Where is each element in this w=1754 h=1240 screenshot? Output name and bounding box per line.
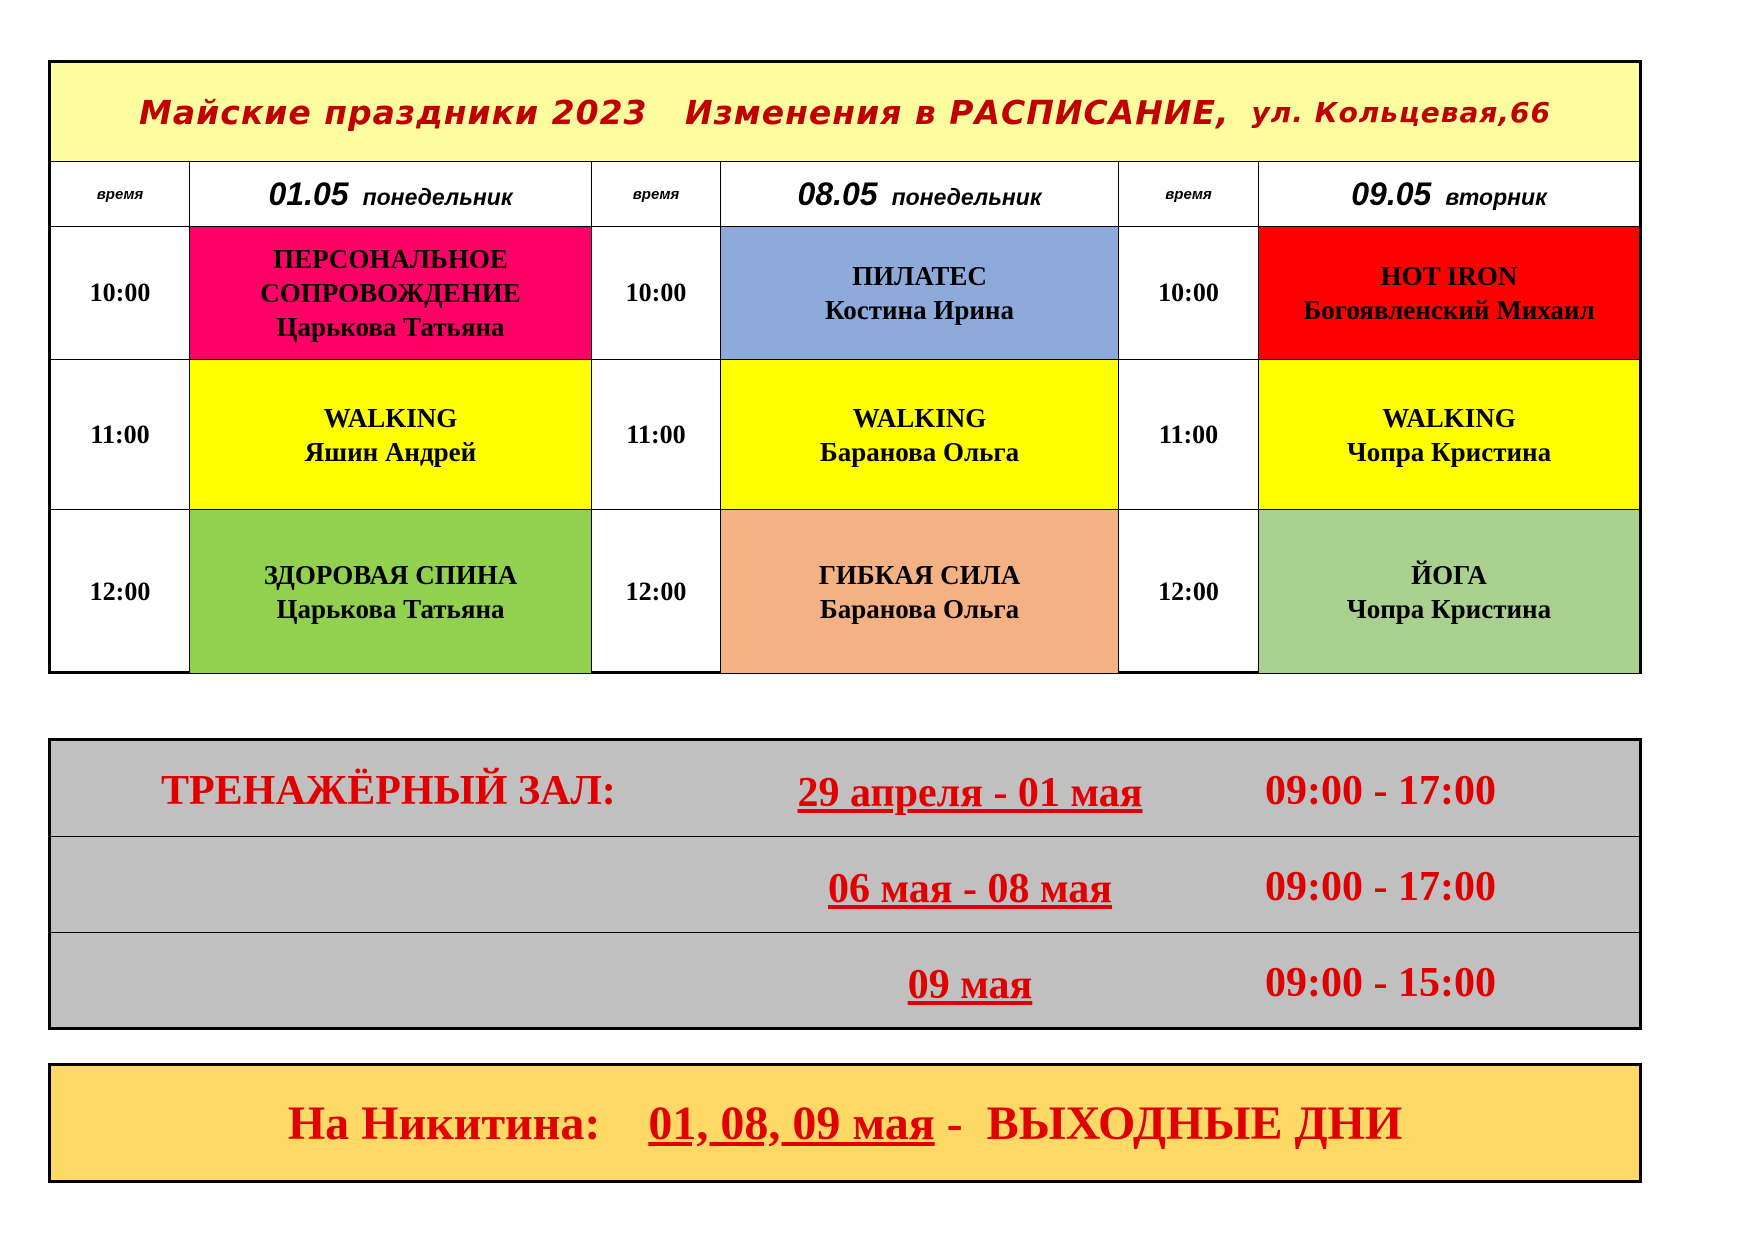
gym-dates: 09 мая: [907, 962, 1033, 1008]
class-name: WALKING: [323, 402, 458, 433]
class-name: ПИЛАТЕС: [852, 261, 987, 291]
class-trainer: Чопра Кристина: [1346, 593, 1552, 624]
slot-time: 12:00: [51, 510, 190, 673]
gym-hours: 09:00 - 17:00: [1265, 864, 1496, 910]
slot-time: 10:00: [1119, 227, 1259, 360]
day-date: 08.05: [797, 176, 878, 212]
day-header-2: [721, 162, 1119, 227]
gym-hours: 09:00 - 15:00: [1265, 960, 1496, 1006]
class-trainer: Царькова Татьяна: [276, 312, 505, 342]
class-trainer: Костина Ирина: [825, 295, 1014, 325]
gym-label: ТРЕНАЖЁРНЫЙ ЗАЛ:: [161, 768, 616, 814]
class-name: СОПРОВОЖДЕНИЕ: [260, 278, 521, 308]
class-cell: [721, 227, 1119, 360]
class-cell: [721, 510, 1119, 673]
gym-hours-block: [48, 738, 1642, 1030]
slot-time: 12:00: [1119, 510, 1259, 673]
day-weekday: вторник: [1445, 184, 1547, 210]
slot-time: 10:00: [51, 227, 190, 360]
class-trainer: Баранова Ольга: [819, 593, 1020, 624]
time-header-2: время: [592, 162, 721, 227]
class-trainer: Яшин Андрей: [304, 436, 477, 467]
slot-time: 11:00: [1119, 360, 1259, 510]
class-name: ГИБКАЯ СИЛА: [818, 559, 1021, 590]
day-header-1: [190, 162, 592, 227]
class-trainer: Баранова Ольга: [819, 436, 1020, 467]
class-cell: [1259, 227, 1639, 360]
title-address: ул. Кольцевая,66: [1251, 95, 1551, 129]
nikitina-separator: -: [946, 1096, 963, 1150]
gym-hours: 09:00 - 17:00: [1265, 768, 1496, 814]
class-cell: [190, 227, 592, 360]
gym-row: [51, 837, 1639, 933]
class-cell: [190, 360, 592, 510]
nikitina-status: ВЫХОДНЫЕ ДНИ: [986, 1096, 1403, 1150]
class-trainer: Чопра Кристина: [1346, 436, 1552, 467]
gym-dates: 06 мая - 08 мая: [827, 866, 1113, 912]
slot-time: 10:00: [592, 227, 721, 360]
class-cell: [1259, 360, 1639, 510]
day-weekday: понедельник: [362, 184, 513, 210]
class-trainer: Богоявленский Михаил: [1303, 295, 1595, 325]
class-cell: [721, 360, 1119, 510]
day-header-3: [1259, 162, 1639, 227]
gym-dates: 29 апреля - 01 мая: [797, 770, 1143, 816]
day-date: 09.05: [1351, 176, 1432, 212]
class-name: ЙОГА: [1411, 559, 1487, 590]
schedule-table: [48, 60, 1642, 674]
slot-time: 11:00: [592, 360, 721, 510]
slot-time: 12:00: [592, 510, 721, 673]
nikitina-notice: [48, 1063, 1642, 1183]
gym-row: [51, 741, 1639, 837]
time-header-1: время: [51, 162, 190, 227]
nikitina-dates: 01, 08, 09 мая: [648, 1096, 935, 1150]
time-header-3: время: [1119, 162, 1259, 227]
slot-time: 11:00: [51, 360, 190, 510]
class-name: ЗДОРОВАЯ СПИНА: [263, 559, 518, 590]
nikitina-label: На Никитина:: [287, 1096, 601, 1150]
gym-row: [51, 933, 1639, 1029]
class-name: ПЕРСОНАЛЬНОЕ: [273, 244, 508, 274]
class-cell: [1259, 510, 1639, 673]
title-main: Майские праздники 2023 Изменения в РАСПИСАНИЕ,: [139, 92, 1230, 132]
class-trainer: Царькова Татьяна: [276, 593, 505, 624]
class-name: HOT IRON: [1380, 261, 1518, 291]
day-weekday: понедельник: [891, 184, 1042, 210]
day-date: 01.05: [268, 176, 349, 212]
class-cell: [190, 510, 592, 673]
class-name: WALKING: [852, 402, 987, 433]
class-name: WALKING: [1382, 402, 1516, 433]
schedule-title: [51, 63, 1639, 162]
